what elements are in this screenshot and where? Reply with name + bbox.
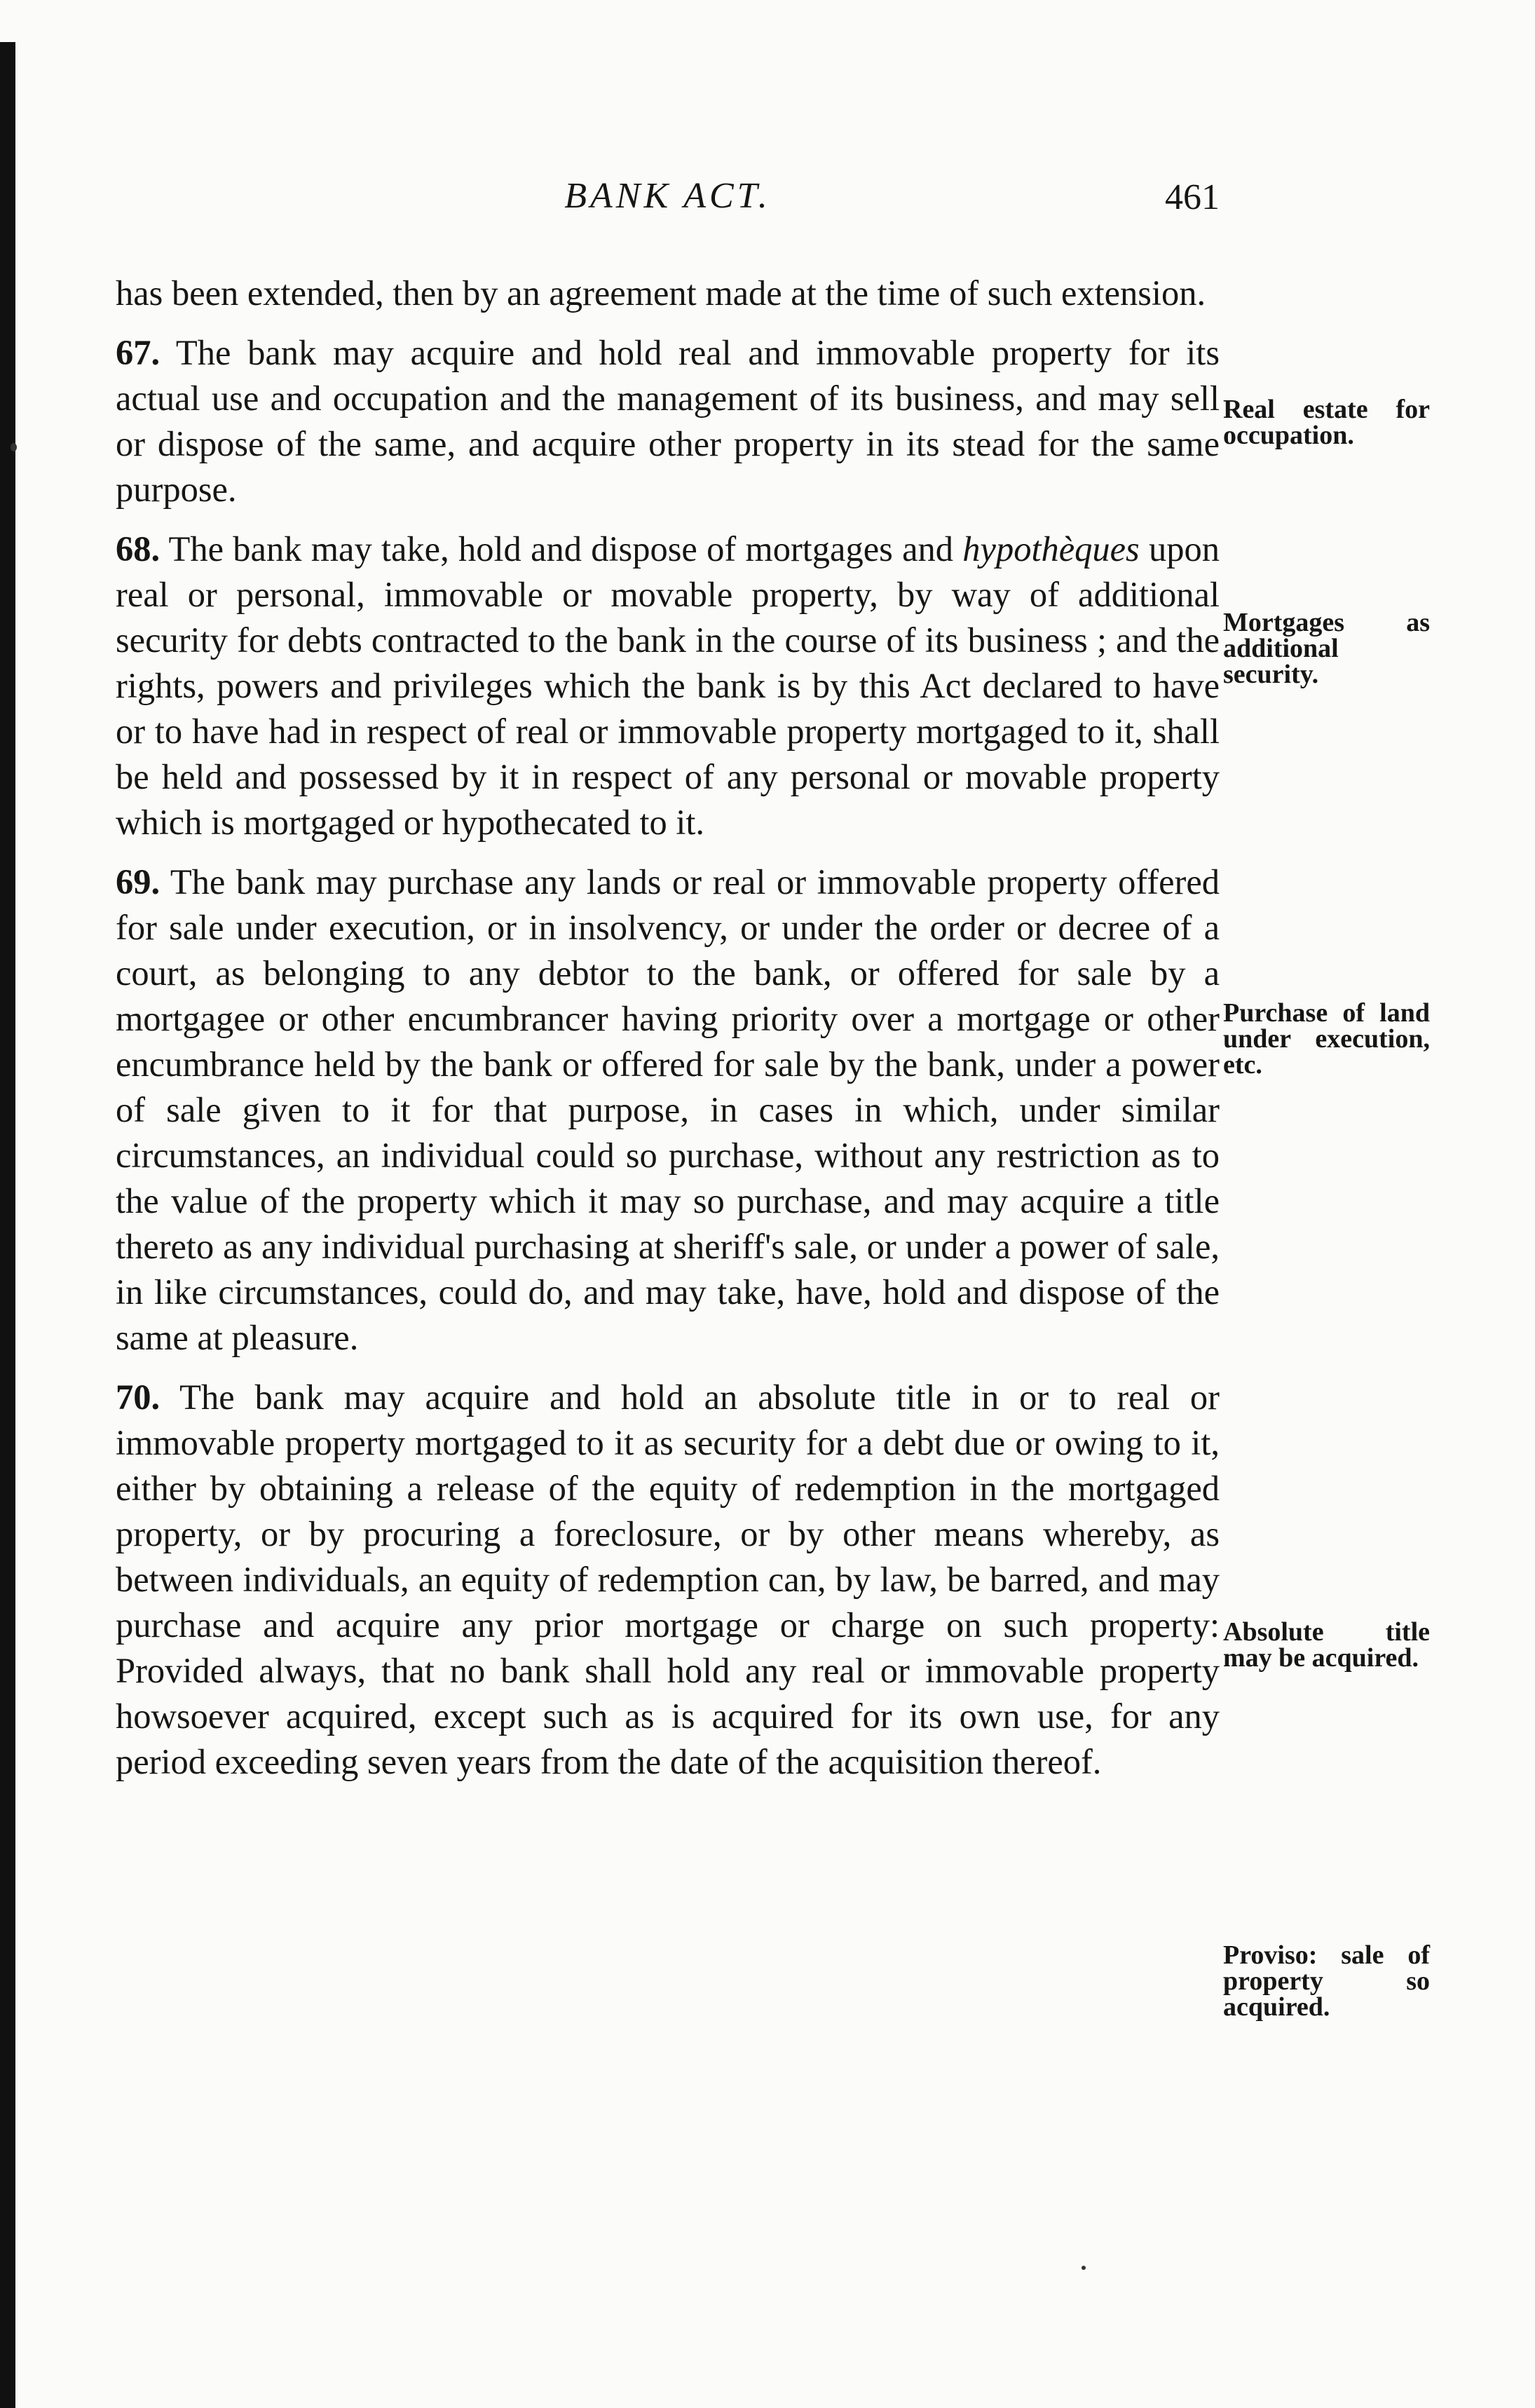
section-text: The bank may purchase any lands or real or immovable property offered for sale under execution, or in insolvency, or under the order or decree of a court, as belonging to any debtor to the bank, or offered for sale by a mortgagee or other encumbrancer having priority over a mortgage or other encumbrance held by the bank or offered for sale by the bank, under a power of sale given to it for that purpose, in cases in which, under similar circumstances, an individual could so purchase, without any restriction as to the value of the property which it may so purchase, and may acquire a title thereto as any individual purchasing at sheriff's sale, or under a power of sale, in like circumstances, could do, and may take, have, hold and dispose of the same at pleasure.: [116, 862, 1220, 1357]
running-title: BANK ACT.: [564, 176, 771, 216]
section-text: The bank may acquire and hold an absolute title in or to real or immovable property mortgaged to it as security for a debt due or owing to it, either by obtaining a release of the equity of redemption in the mortgaged property, or by procuring a foreclosure, or by other means whereby, as between individuals, an equity of redemption can, by law, be barred, and may purchase and acquire any prior mortgage or charge on such property: Provided always, that no bank shall hold any real or immovable property howsoever acquired, except such as is acquired for its own use, for any period exceeding seven years from the date of the acquisition thereof.: [116, 1378, 1220, 1781]
section-number: 69.: [116, 862, 161, 902]
section-number: 67.: [116, 333, 161, 372]
margin-note: Proviso: sale of property so acquired.: [1223, 1940, 1430, 2022]
section-number: 70.: [116, 1378, 161, 1417]
continuation-paragraph: has been extended, then by an agreement made at the time of such extension.: [116, 273, 1206, 313]
section-text: The bank may acquire and hold real and immovable property for its actual use and occupation and the management of its business, and may sell or dispose of the same, and acquire other property in its stead for the same purpose.: [116, 333, 1220, 509]
margin-note: Absolute title may be acquired.: [1223, 1617, 1430, 1673]
section-67: [116, 330, 1220, 512]
binding-edge: [0, 42, 15, 2408]
section-text: upon real or personal, immovable or movable property, by way of additional security for debts contracted to the bank in the course of its business ; and the rights, powers and privileges which the bank is by this Act declared to have or to have had in respect of real or immovable property mortgaged to it, shall be held and possessed by it in respect of any personal or movable property which is mortgaged or hypothecated to it.: [116, 529, 1220, 842]
page-body: [116, 271, 1220, 1799]
section-text: The bank may take, hold and dispose of mortgages and: [160, 529, 963, 569]
section-68: [116, 526, 1220, 845]
margin-note: Purchase of land under execution, etc.: [1223, 998, 1430, 1080]
margin-note: Mortgages as additional security.: [1223, 608, 1430, 689]
page-number: 461: [1165, 177, 1220, 217]
page-speck: [11, 443, 17, 451]
margin-note: Real estate for occupation.: [1223, 395, 1430, 450]
page-speck: [1082, 2266, 1086, 2270]
page-header: [116, 175, 1220, 231]
section-70: [116, 1375, 1220, 1785]
section-text-italic: hypothèques: [962, 529, 1140, 569]
section-69: [116, 859, 1220, 1361]
section-number: 68.: [116, 529, 161, 569]
